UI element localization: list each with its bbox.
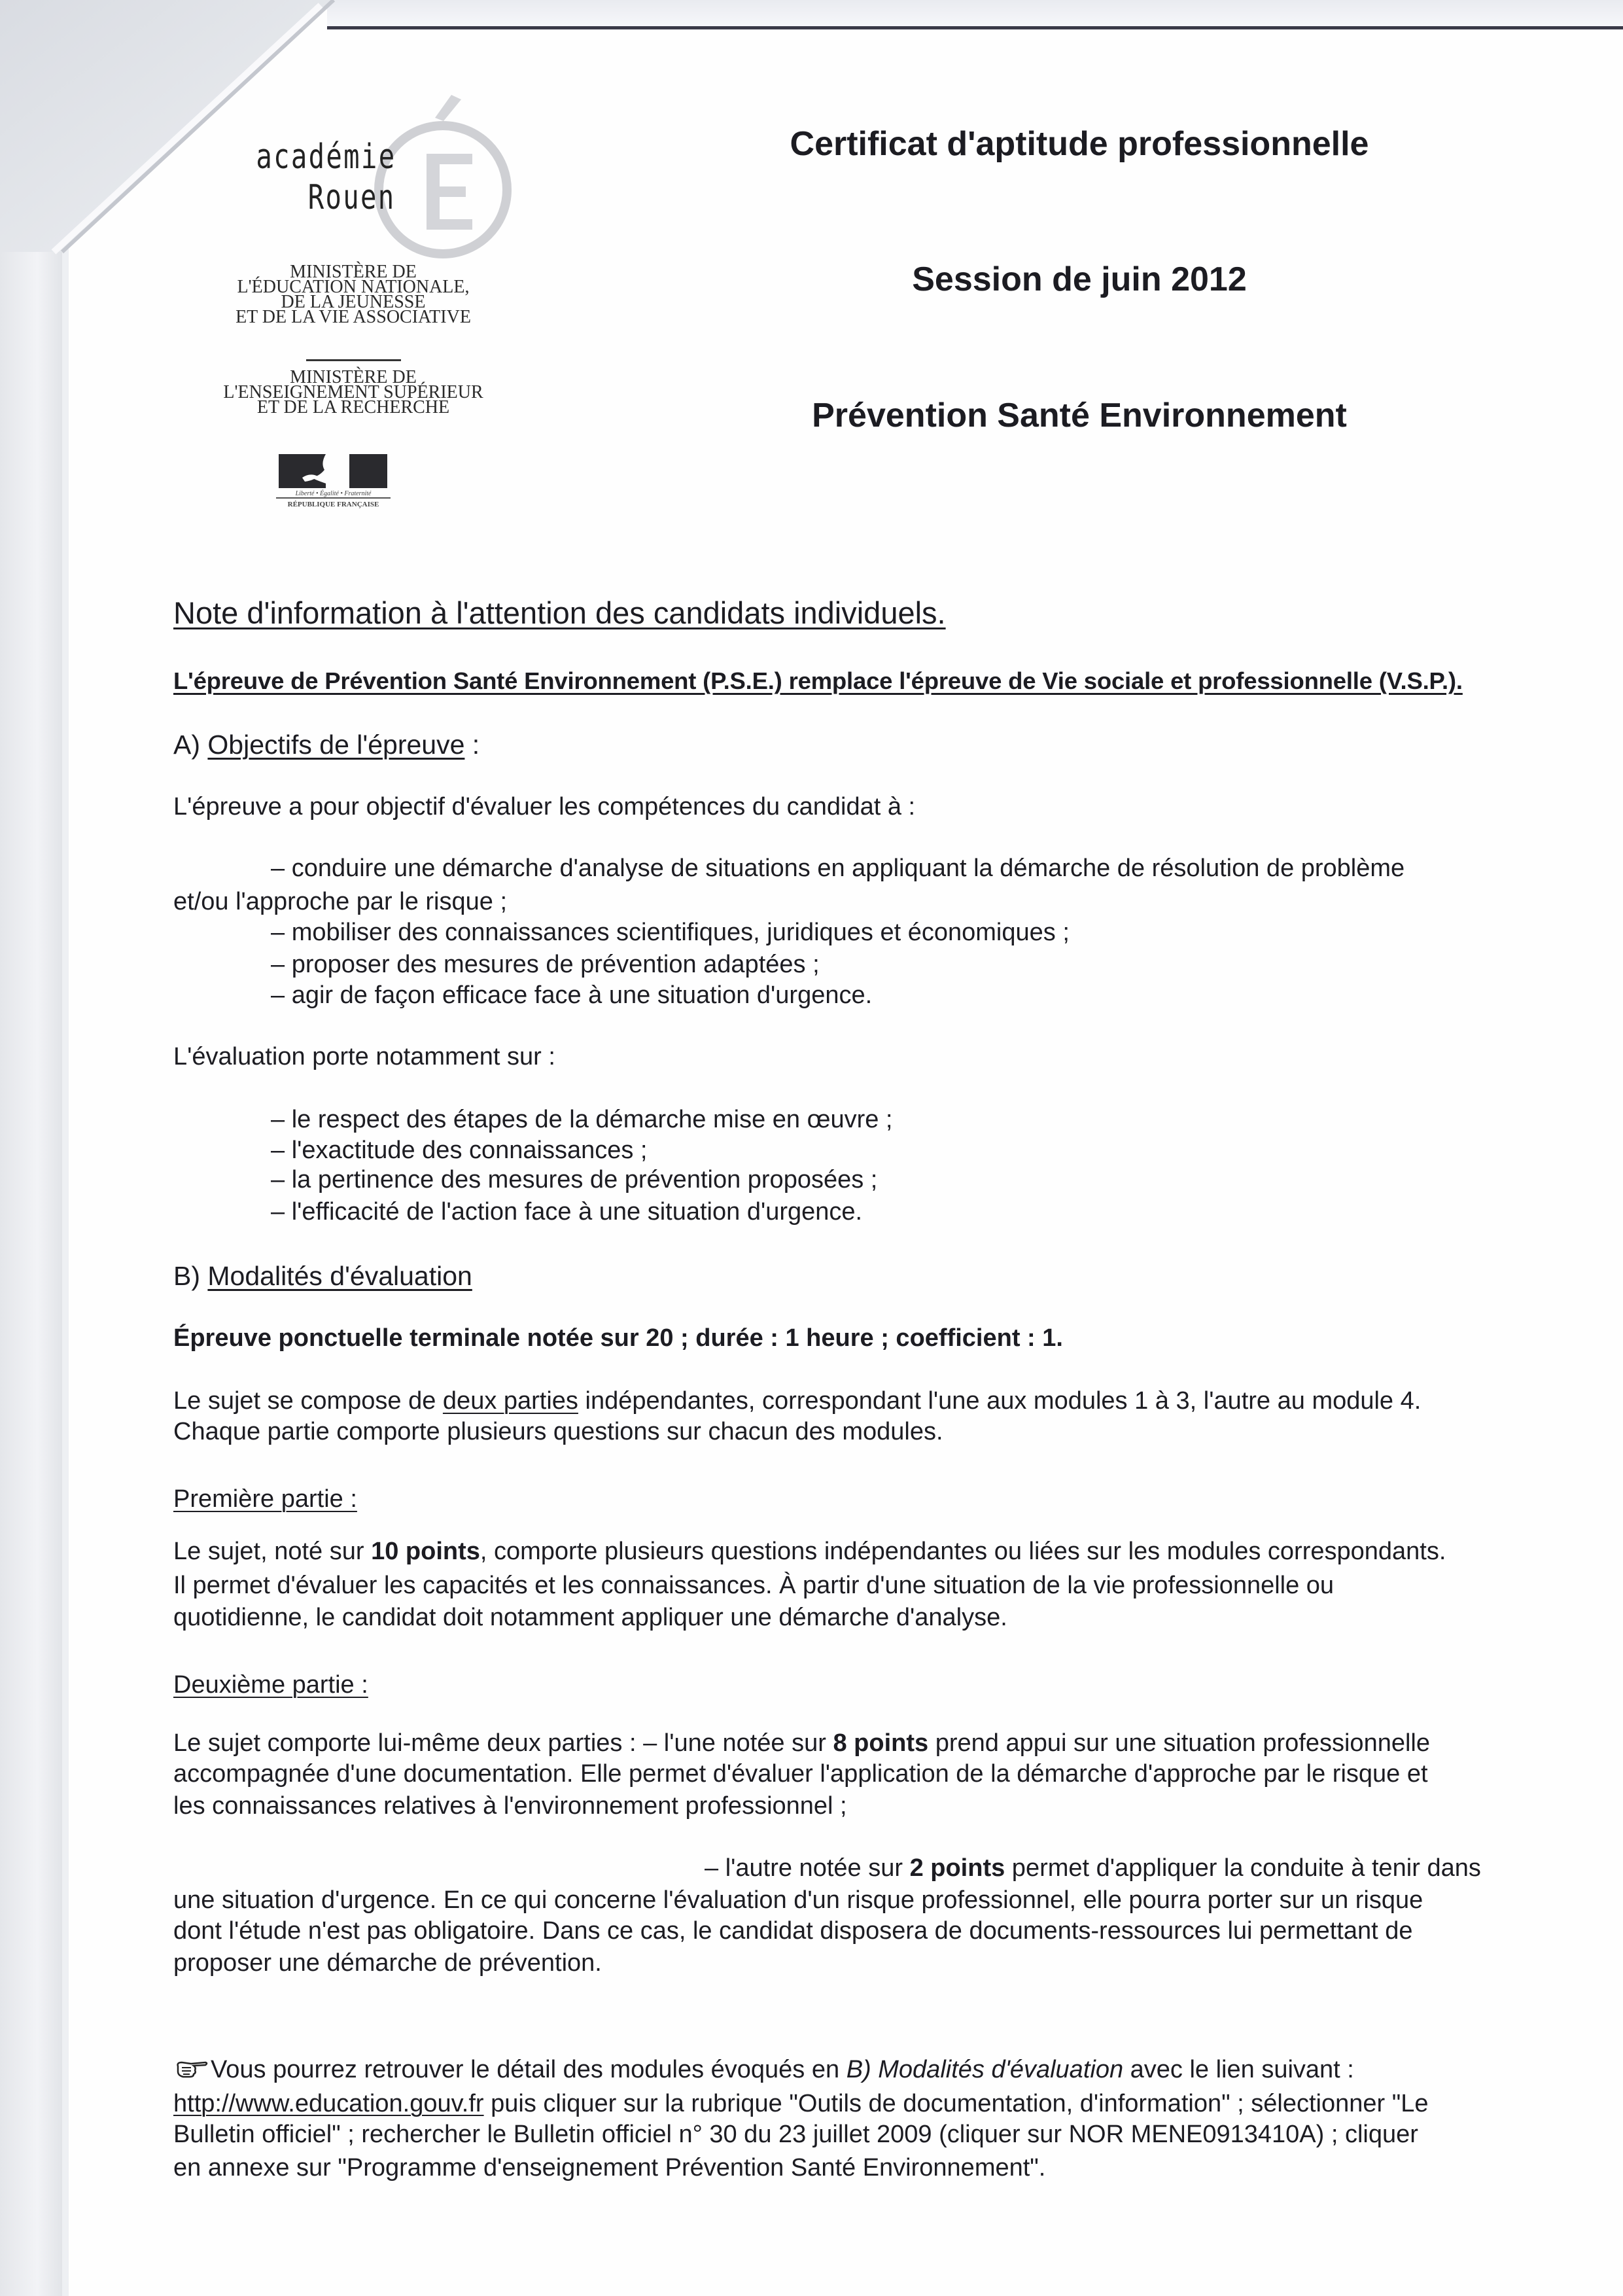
- part2-heading: Deuxième partie :: [173, 1671, 368, 1699]
- scan-top-edge: [327, 0, 1623, 29]
- objective-item-continued: et/ou l'approche par le risque ;: [173, 888, 508, 915]
- part2-line: une situation d'urgence. En ce qui concerne l'évaluation d'un risque professionnel, elle pourra porter sur un risque: [173, 1886, 1423, 1914]
- scan-left-margin: [0, 0, 63, 2296]
- objective-item: – conduire une démarche d'analyse de situations en appliquant la démarche de résolution de problème: [271, 855, 1405, 882]
- republique-francaise-label: RÉPUBLIQUE FRANÇAISE: [287, 501, 379, 508]
- part1-points: 10 points: [371, 1538, 480, 1565]
- evaluation-item: – l'efficacité de l'action face à une situation d'urgence.: [271, 1198, 863, 1226]
- footer-text: avec le lien suivant :: [1123, 2056, 1354, 2083]
- note-heading: Note d'information à l'attention des candidats individuels.: [173, 595, 946, 630]
- section-a-title: Objectifs de l'épreuve: [207, 730, 465, 760]
- composition-text: Le sujet se compose de: [173, 1387, 443, 1415]
- part2-text: – l'autre notée sur: [705, 1854, 910, 1882]
- section-a-suffix: :: [464, 730, 480, 760]
- ministry2-line: L'ENSEIGNEMENT SUPÉRIEUR: [223, 382, 483, 402]
- footer-line: [211, 2055, 1354, 2085]
- evaluation-item: – la pertinence des mesures de prévention proposées ;: [271, 1166, 878, 1193]
- footer-line: en annexe sur "Programme d'enseignement Prévention Santé Environnement".: [173, 2154, 1046, 2181]
- part1-text: Le sujet, noté sur: [173, 1538, 372, 1565]
- part1-heading: Première partie :: [173, 1485, 357, 1513]
- replacement-notice: L'épreuve de Prévention Santé Environnement (P.S.E.) remplace l'épreuve de Vie sociale et professionnelle (V.S.P.).: [173, 667, 1463, 694]
- pointing-hand-icon: [175, 2060, 209, 2078]
- composition-text: indépendantes, correspondant l'une aux modules 1 à 3, l'autre au module 4.: [578, 1387, 1422, 1415]
- part2-text: prend appui sur une situation professionnelle: [928, 1729, 1430, 1757]
- footer-text: puis cliquer sur la rubrique "Outils de documentation, d'information" ; sélectionner "Le: [483, 2090, 1429, 2117]
- evaluation-item: – l'exactitude des connaissances ;: [271, 1137, 648, 1164]
- subject-title: Prévention Santé Environnement: [812, 397, 1347, 434]
- education-link[interactable]: http://www.education.gouv.fr: [173, 2090, 484, 2117]
- part2-line: accompagnée d'une documentation. Elle permet d'évaluer l'application de la démarche d'approche par le risque et: [173, 1760, 1428, 1788]
- footer-text: Vous pourrez retrouver le détail des modules évoqués en: [211, 2056, 846, 2083]
- part2-line: les connaissances relatives à l'environnement professionnel ;: [173, 1792, 847, 1820]
- section-b-heading: [173, 1260, 472, 1292]
- objectives-intro: L'épreuve a pour objectif d'évaluer les compétences du candidat à :: [173, 793, 916, 821]
- composition-line2: Chaque partie comporte plusieurs questions sur chacun des modules.: [173, 1418, 943, 1445]
- ministry1-line: L'ÉDUCATION NATIONALE,: [237, 277, 470, 297]
- rouen-label: Rouen: [308, 178, 396, 217]
- evaluation-intro: L'évaluation porte notamment sur :: [173, 1043, 555, 1070]
- objective-item: – agir de façon efficace face à une situation d'urgence.: [271, 981, 873, 1009]
- two-parts-emphasis: deux parties: [442, 1387, 578, 1415]
- ministry1-line: ET DE LA VIE ASSOCIATIVE: [236, 307, 471, 327]
- session-label: Session de juin 2012: [912, 260, 1247, 298]
- republic-motto: Liberté • Égalité • Fraternité: [276, 490, 391, 499]
- part2-line: dont l'étude n'est pas obligatoire. Dans ce cas, le candidat disposera de documents-ressources lui permettant de: [173, 1917, 1413, 1945]
- ministry2-line: ET DE LA RECHERCHE: [256, 397, 450, 417]
- footer-section-reference: B) Modalités d'évaluation: [846, 2056, 1124, 2083]
- exam-info: Épreuve ponctuelle terminale notée sur 20 ; durée : 1 heure ; coefficient : 1.: [173, 1324, 1063, 1352]
- part2-text: permet d'appliquer la conduite à tenir dans: [1005, 1854, 1481, 1882]
- objective-item: – proposer des mesures de prévention adaptées ;: [271, 951, 820, 978]
- ministry2-line: MINISTÈRE DE: [290, 367, 417, 387]
- part2-text: Le sujet comporte lui-même deux parties : – l'une notée sur: [173, 1729, 833, 1757]
- section-a-heading: [173, 728, 480, 761]
- footer-line: [173, 2089, 1429, 2119]
- scan-left-edge: [62, 249, 69, 2296]
- academie-label: académie: [255, 137, 396, 177]
- folded-corner: [0, 0, 340, 255]
- section-b-prefix: B): [173, 1261, 208, 1291]
- part2-line: proposer une démarche de prévention.: [173, 1949, 602, 1977]
- part2-points: 8 points: [833, 1729, 929, 1757]
- part2-points: 2 points: [909, 1854, 1005, 1882]
- evaluation-item: – le respect des étapes de la démarche mise en œuvre ;: [271, 1106, 893, 1133]
- ministry-divider: [306, 359, 401, 361]
- part1-line: Il permet d'évaluer les capacités et les connaissances. À partir d'une situation de la vie professionnelle ou: [173, 1572, 1335, 1599]
- part1-line: quotidienne, le candidat doit notamment appliquer une démarche d'analyse.: [173, 1604, 1007, 1631]
- part1-text: , comporte plusieurs questions indépendantes ou liées sur les modules correspondants.: [480, 1538, 1446, 1565]
- document-title: Certificat d'aptitude professionnelle: [790, 125, 1369, 163]
- objective-item: – mobiliser des connaissances scientifiques, juridiques et économiques ;: [271, 919, 1070, 946]
- part2-line: [173, 1728, 1430, 1758]
- part2-line: [705, 1853, 1481, 1883]
- marianne-logo-icon: [279, 454, 387, 488]
- ministry1-line: DE LA JEUNESSE: [281, 292, 426, 312]
- section-a-prefix: A): [173, 730, 208, 760]
- ministry1-line: MINISTÈRE DE: [290, 262, 417, 282]
- e-emblem-icon: [373, 92, 517, 262]
- composition-line: [173, 1386, 1421, 1416]
- footer-line: Bulletin officiel" ; rechercher le Bulletin officiel n° 30 du 23 juillet 2009 (cliquer sur NOR MENE0913410A) ; cliquer: [173, 2121, 1418, 2148]
- section-b-title: Modalités d'évaluation: [207, 1261, 472, 1291]
- part1-line: [173, 1536, 1446, 1566]
